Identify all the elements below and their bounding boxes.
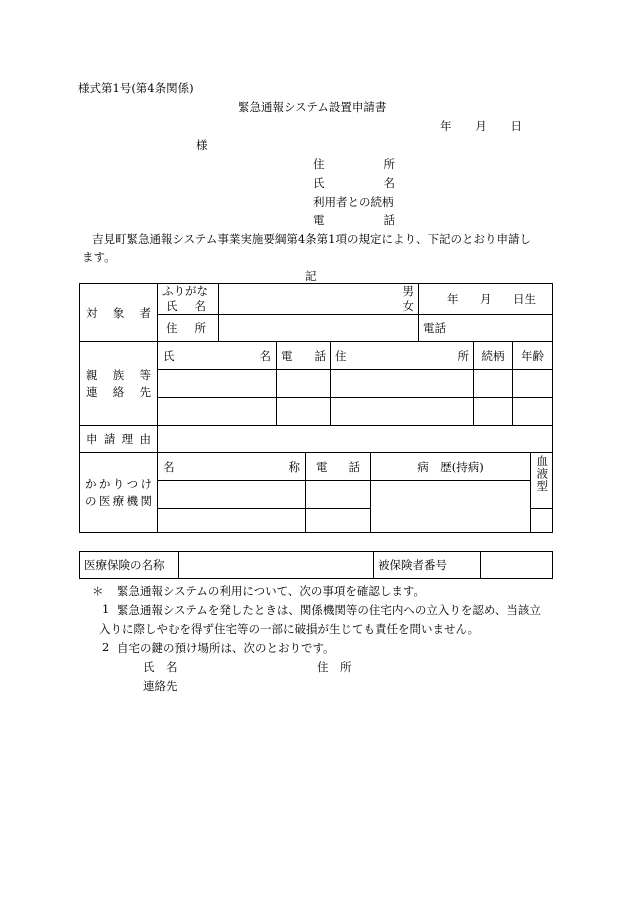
applicant-relation-label: 利用者との続柄	[313, 195, 394, 209]
rel-relation-cell[interactable]	[474, 370, 513, 398]
date-month: 月	[475, 119, 487, 133]
subject-name-value[interactable]	[219, 284, 384, 315]
insured-number-label: 被保険者番号	[374, 552, 481, 579]
clinic-header-history: 病 歴(持病)	[371, 453, 531, 481]
ki-label: 記	[305, 269, 317, 283]
rel-header-relation: 続柄	[474, 342, 513, 370]
note-1-line-2: 入りに際しやむを得ず住宅等の一部に破損が生じても責任を問いません。	[99, 622, 480, 636]
gender-cell[interactable]	[384, 284, 419, 315]
rel-phone-cell[interactable]	[277, 398, 331, 426]
subject-address-value[interactable]	[219, 315, 419, 342]
clinic-header-name: 名 称	[158, 453, 306, 481]
date-day: 日	[510, 119, 522, 133]
clinic-name-cell[interactable]	[158, 509, 306, 533]
subject-phone-cell[interactable]	[419, 315, 553, 342]
applicant-name-label: 氏 名	[313, 176, 395, 190]
intro-line-2: ます。	[82, 250, 116, 264]
key-holder-contact-label: 連絡先	[143, 679, 178, 693]
rel-header-phone: 電 話	[277, 342, 331, 370]
furigana-name-label-cell: ふりがな 氏 名	[158, 284, 219, 315]
notes-intro: 緊急通報システムの利用について、次の事項を確認します。	[117, 584, 425, 598]
rel-address-cell[interactable]	[331, 370, 474, 398]
applicant-address-label: 住 所	[313, 157, 395, 171]
subject-label-cell: 対 象 者	[80, 284, 158, 342]
rel-phone-cell[interactable]	[277, 370, 331, 398]
subject-phone-label: 電話	[423, 321, 446, 335]
note-1-line-1: 緊急通報システムを発したときは、関係機関等の住宅内への立入りを認め、当該立	[117, 603, 541, 617]
rel-header-address: 住 所	[331, 342, 474, 370]
date-line	[440, 118, 522, 134]
addressee-suffix: 様	[196, 138, 208, 152]
furigana-label: ふりがな	[162, 284, 208, 298]
gender-female: 女	[402, 299, 414, 313]
insurance-name-label: 医療保険の名称	[80, 552, 179, 579]
key-holder-name-label: 氏 名	[143, 660, 178, 674]
clinic-header-phone: 電 話	[306, 453, 371, 481]
clinic-name-cell[interactable]	[158, 481, 306, 509]
relatives-label-cell: 親 族 等 連 絡 先	[80, 342, 158, 426]
rel-address-cell[interactable]	[331, 398, 474, 426]
clinic-header-blood: 血液型	[531, 453, 553, 509]
rel-header-age: 年齢	[513, 342, 553, 370]
rel-age-cell[interactable]	[513, 370, 553, 398]
rel-name-cell[interactable]	[158, 370, 277, 398]
rel-name-cell[interactable]	[158, 398, 277, 426]
birth-cell[interactable]: 年 月 日生	[419, 284, 553, 315]
date-year: 年	[440, 119, 452, 133]
note-2-text: 自宅の鍵の預け場所は、次のとおりです。	[117, 641, 335, 655]
intro-line-1: 吉見町緊急通報システム事業実施要綱第4条第1項の規定により、下記のとおり申請し	[92, 232, 531, 246]
gender-male: 男	[402, 284, 414, 298]
reason-value[interactable]	[158, 426, 553, 453]
reason-table	[79, 425, 553, 453]
key-holder-address-label: 住 所	[317, 660, 352, 674]
insurance-name-value[interactable]	[179, 552, 374, 579]
page-title: 緊急通報システム設置申請書	[238, 100, 387, 114]
notes-asterisk: ＊	[92, 584, 104, 598]
clinic-table	[79, 452, 553, 533]
relatives-table	[79, 341, 553, 426]
blood-type-value[interactable]	[531, 509, 553, 533]
rel-header-name: 氏 名	[158, 342, 277, 370]
note-1-number: 1	[102, 602, 110, 616]
clinic-phone-cell[interactable]	[306, 481, 371, 509]
form-number: 様式第1号(第4条関係)	[78, 81, 194, 95]
insurance-table	[79, 551, 553, 579]
subject-table	[79, 283, 553, 342]
rel-relation-cell[interactable]	[474, 398, 513, 426]
rel-age-cell[interactable]	[513, 398, 553, 426]
clinic-history-cell[interactable]	[371, 481, 531, 533]
clinic-label-cell: か か り つ け の 医 療 機 関	[80, 453, 158, 533]
clinic-phone-cell[interactable]	[306, 509, 371, 533]
reason-label-cell: 申 請 理 由	[80, 426, 158, 453]
insured-number-value[interactable]	[481, 552, 553, 579]
subject-address-label-cell: 住 所	[158, 315, 219, 342]
note-2-number: 2	[102, 640, 110, 654]
applicant-phone-label: 電 話	[313, 213, 395, 227]
